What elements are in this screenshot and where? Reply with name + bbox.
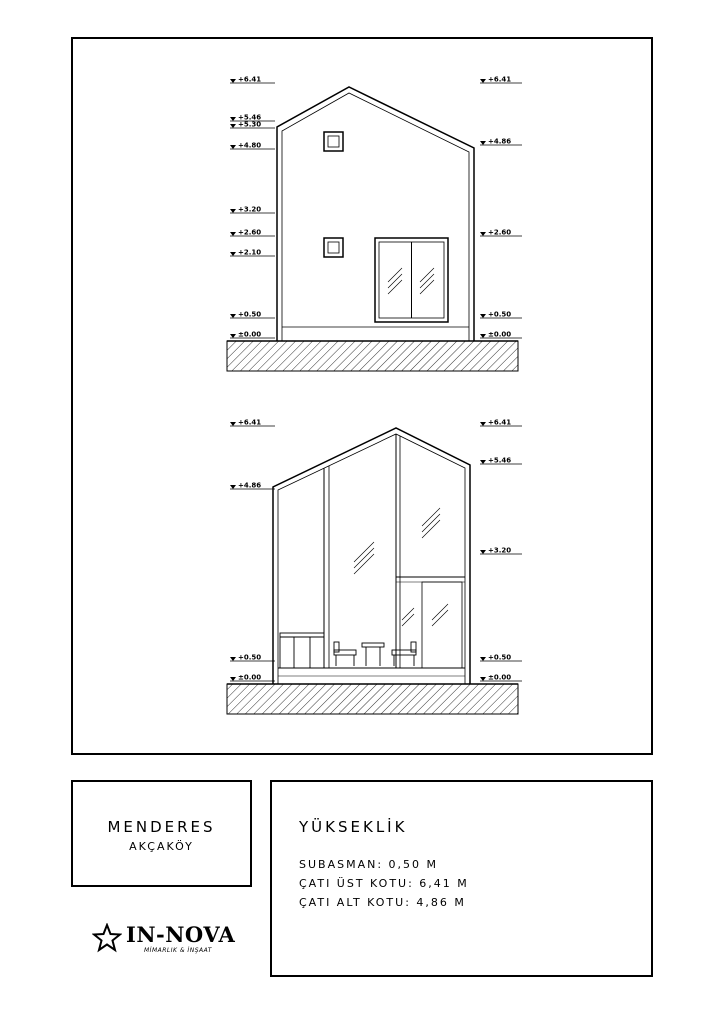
level-triangle-icon [230, 117, 236, 121]
level-triangle-icon [230, 252, 236, 256]
level-triangle-icon [480, 460, 486, 464]
level-triangle-icon [230, 79, 236, 83]
level-triangle-icon [480, 79, 486, 83]
level-markers-left [230, 419, 275, 682]
info-line-roof-bottom: ÇATI ALT KOTU: 4,86 M [299, 896, 466, 909]
level-marker [480, 229, 522, 237]
level-label: +0.50 [238, 653, 262, 662]
level-label: +6.41 [238, 418, 262, 427]
level-label: +4.80 [238, 141, 262, 150]
level-triangle-icon [480, 657, 486, 661]
project-name: MENDERES [107, 818, 216, 836]
level-label: +2.60 [488, 228, 512, 237]
level-markers-left [230, 76, 275, 339]
level-label: +0.50 [488, 310, 512, 319]
project-location: AKÇAKÖY [129, 840, 194, 853]
ground-hatch [227, 341, 518, 371]
level-label: +4.86 [238, 481, 262, 490]
company-logo [92, 921, 237, 961]
level-triangle-icon [230, 314, 236, 318]
level-label: +5.46 [238, 113, 262, 122]
small-window-upper [324, 132, 343, 151]
level-label: +4.86 [488, 137, 512, 146]
level-marker [230, 76, 275, 84]
level-triangle-icon [230, 422, 236, 426]
info-line-roof-top: ÇATI ÜST KOTU: 6,41 M [299, 877, 469, 890]
level-marker [480, 311, 522, 319]
level-triangle-icon [230, 124, 236, 128]
info-title: YÜKSEKLİK [299, 818, 408, 836]
level-marker [230, 331, 275, 339]
level-label: ±0.00 [238, 330, 262, 339]
level-marker [480, 419, 522, 427]
level-markers-right [480, 76, 522, 339]
level-label: +3.20 [238, 205, 262, 214]
level-label: +5.46 [488, 456, 512, 465]
table [362, 643, 384, 666]
level-marker [230, 121, 275, 129]
level-marker [480, 138, 522, 146]
level-triangle-icon [480, 550, 486, 554]
level-marker [230, 229, 275, 237]
ground-hatch [227, 684, 518, 714]
level-label: +6.41 [488, 75, 512, 84]
info-line-plinth: SUBASMAN: 0,50 M [299, 858, 439, 871]
level-marker [480, 547, 522, 555]
level-marker [480, 331, 522, 339]
level-label: +2.60 [238, 228, 262, 237]
level-triangle-icon [230, 145, 236, 149]
kitchen-counter [280, 633, 324, 668]
level-triangle-icon [230, 485, 236, 489]
level-label: ±0.00 [238, 673, 262, 682]
level-triangle-icon [230, 209, 236, 213]
level-label: +0.50 [238, 310, 262, 319]
level-marker [230, 311, 275, 319]
star-icon [92, 923, 122, 953]
info-box [270, 780, 653, 977]
section-elevation [227, 419, 522, 715]
level-marker [480, 674, 522, 682]
glass-marks [354, 508, 448, 626]
front-elevation [227, 76, 522, 372]
level-markers-right [480, 419, 522, 682]
level-triangle-icon [480, 677, 486, 681]
level-label: +2.10 [238, 248, 262, 257]
small-window-lower [324, 238, 343, 257]
level-marker [230, 142, 275, 150]
level-label: ±0.00 [488, 330, 512, 339]
level-label: +6.41 [238, 75, 262, 84]
glass-door [422, 582, 462, 668]
level-marker [230, 674, 275, 682]
logo-name: IN-NOVA [126, 922, 236, 947]
level-triangle-icon [230, 677, 236, 681]
level-marker [230, 419, 275, 427]
level-marker [480, 457, 522, 465]
level-triangle-icon [480, 314, 486, 318]
level-marker [230, 249, 275, 257]
level-triangle-icon [230, 334, 236, 338]
level-marker [230, 654, 275, 662]
level-label: +3.20 [488, 546, 512, 555]
level-triangle-icon [480, 232, 486, 236]
level-label: +5.30 [238, 120, 262, 129]
level-marker [480, 654, 522, 662]
level-label: +0.50 [488, 653, 512, 662]
logo-subtitle: MİMARLIK & İNŞAAT [144, 947, 212, 954]
level-triangle-icon [480, 422, 486, 426]
level-marker [480, 76, 522, 84]
level-label: +6.41 [488, 418, 512, 427]
level-triangle-icon [230, 657, 236, 661]
level-triangle-icon [480, 334, 486, 338]
level-triangle-icon [480, 141, 486, 145]
project-box [71, 780, 252, 887]
level-label: ±0.00 [488, 673, 512, 682]
level-triangle-icon [230, 232, 236, 236]
chair-left [334, 642, 356, 666]
house-outline [273, 428, 470, 684]
level-marker [230, 206, 275, 214]
level-marker [230, 482, 275, 490]
